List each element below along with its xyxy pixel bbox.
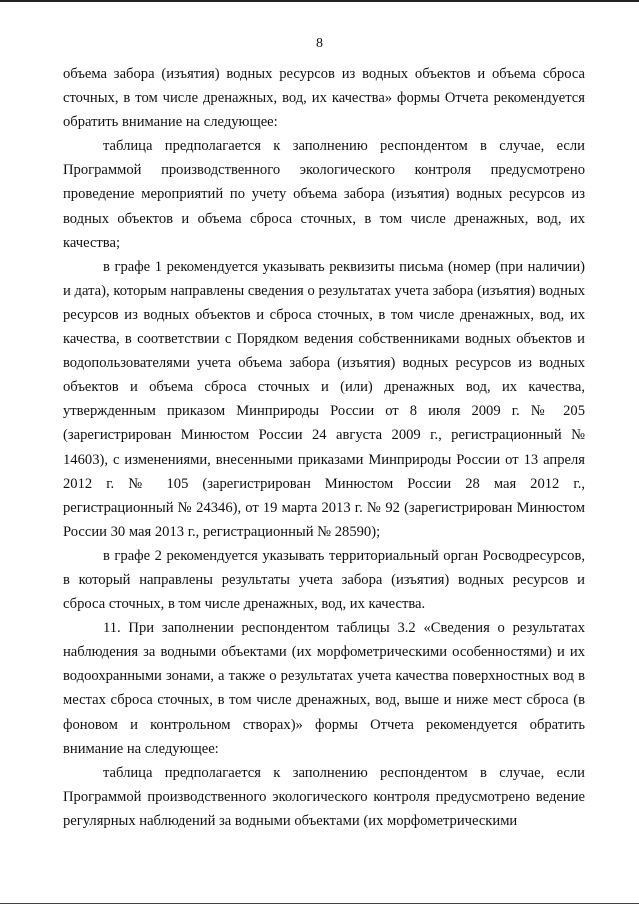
- document-body: [63, 62, 585, 833]
- page-number: 8: [316, 36, 323, 51]
- paragraph-column-2: в графе 2 рекомендуется указывать территориальный орган Росводресурсов, в который направлены результаты учета забора (изъятия) водных ресурсов и сброса сточных, в том числе дренажных, вод, их качества.: [63, 547, 585, 613]
- top-scan-edge: [0, 0, 639, 2]
- paragraph-table-applicability: таблица предполагается к заполнению респондентом в случае, если Программой производственного экологического контроля предусмотрено проведение мероприятий по учету объема забора (изъятия) водных ресурсов из водных объектов и объема сброса сточных, в том числе дренажных, вод, их качества;: [63, 138, 585, 251]
- paragraph-table-3-2-applicability: таблица предполагается к заполнению респондентом в случае, если Программой производственного экологического контроля предусмотрено ведение регулярных наблюдений за водными объектами (их морфометрическими: [63, 764, 585, 829]
- paragraph-item-11: 11. При заполнении респондентом таблицы 3.2 «Сведения о результатах наблюдения за водными объектами (их морфометрическими особенностями) и их водоохранными зонами, а также о результатах учета качества поверхностных вод в местах сброса сточных, в том числе дренажных, вод, выше и ниже мест сброса (в фоновом и контрольном створах)» формы Отчета рекомендуется обратить внимание на следующее:: [63, 620, 585, 757]
- paragraph-column-1: в графе 1 рекомендуется указывать реквизиты письма (номер (при наличии) и дата), которым направлены сведения о результатах учета забора (изъятия) водных ресурсов из водных объектов и сброса сточных, в том числе дренажных, вод, их качества, в соответствии с Порядком ведения собственниками водных объектов и водопользователями учета объема забора (изъятия) водных ресурсов из водных объектов и объема сброса сточных и (или) дренажных вод, их качества, утвержденным приказом Минприроды России от 8 июля 2009 г. № 205 (зарегистрирован Минюстом России 24 августа 2009 г., регистрационный № 14603), с изменениями, внесенными приказами Минприроды России от 13 апреля 2012 г. № 105 (зарегистрирован Минюстом России 28 мая 2012 г., регистрационный № 24346), от 19 марта 2013 г. № 92 (зарегистрирован Минюстом России 30 мая 2013 г., регистрационный № 28590);: [63, 258, 585, 540]
- paragraph-continuation: объема забора (изъятия) водных ресурсов из водных объектов и объема сброса сточных, в том числе дренажных, вод, их качества» формы Отчета рекомендуется обратить внимание на следующее:: [63, 66, 585, 131]
